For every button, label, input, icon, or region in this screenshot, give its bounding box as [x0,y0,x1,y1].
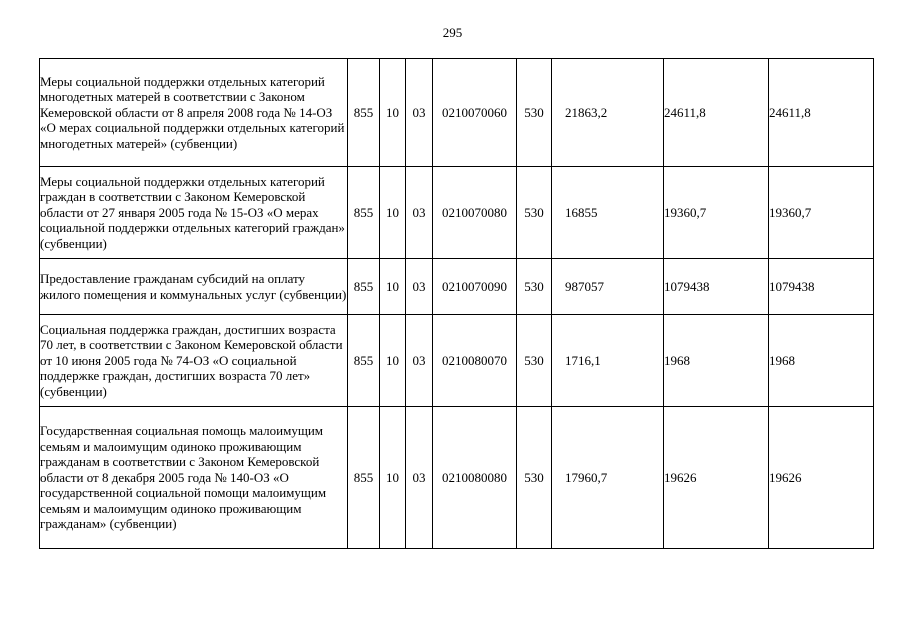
ministry-code: 855 [348,59,380,167]
table-row [40,259,874,315]
subsection-code: 03 [406,59,433,167]
ministry-code: 855 [348,259,380,315]
subsection-code: 03 [406,259,433,315]
amount-year-1: 21863,2 [552,59,664,167]
row-description: Меры социальной поддержки отдельных категорий граждан в соответствии с Законом Кемеровской области от 27 января 2005 года № 15-ОЗ «О мерах социальной поддержки отдельных категорий граждан» (субвенции) [40,167,348,259]
amount-year-3: 19626 [769,407,874,549]
row-description: Социальная поддержка граждан, достигших возраста 70 лет, в соответствии с Законом Кемеровской области от 10 июня 2005 года № 74-ОЗ «О социальной поддержке граждан, достигших возраста 70 лет» (субвенции) [40,315,348,407]
amount-year-3: 24611,8 [769,59,874,167]
ministry-code: 855 [348,167,380,259]
subsection-code: 03 [406,407,433,549]
budget-table [39,58,874,549]
amount-year-3: 1079438 [769,259,874,315]
amount-year-2: 1968 [664,315,769,407]
amount-year-2: 19626 [664,407,769,549]
section-code: 10 [380,167,406,259]
subsection-code: 03 [406,315,433,407]
amount-year-1: 16855 [552,167,664,259]
table-row [40,407,874,549]
ministry-code: 855 [348,407,380,549]
expense-type-code: 530 [517,59,552,167]
ministry-code: 855 [348,315,380,407]
table-row [40,59,874,167]
amount-year-2: 19360,7 [664,167,769,259]
amount-year-2: 1079438 [664,259,769,315]
table-row [40,315,874,407]
amount-year-1: 1716,1 [552,315,664,407]
section-code: 10 [380,315,406,407]
expense-type-code: 530 [517,167,552,259]
expense-type-code: 530 [517,259,552,315]
row-description: Предоставление гражданам субсидий на оплату жилого помещения и коммунальных услуг (субвенции) [40,259,348,315]
row-description: Меры социальной поддержки отдельных категорий многодетных матерей в соответствии с Законом Кемеровской области от 8 апреля 2008 года № 14-ОЗ «О мерах социальной поддержки отдельных категорий многодетных матерей» (субвенции) [40,59,348,167]
target-article-code: 0210070060 [433,59,517,167]
section-code: 10 [380,259,406,315]
table-row [40,167,874,259]
amount-year-3: 1968 [769,315,874,407]
subsection-code: 03 [406,167,433,259]
target-article-code: 0210080080 [433,407,517,549]
page-number: 295 [442,25,463,40]
section-code: 10 [380,59,406,167]
section-code: 10 [380,407,406,549]
target-article-code: 0210080070 [433,315,517,407]
amount-year-2: 24611,8 [664,59,769,167]
row-description: Государственная социальная помощь малоимущим семьям и малоимущим одиноко проживающим гражданам в соответствии с Законом Кемеровской области от 8 декабря 2005 года № 140-ОЗ «О государственной социальной помощи малоимущим семьям и малоимущим одиноко проживающим гражданам» (субвенции) [40,407,348,549]
amount-year-3: 19360,7 [769,167,874,259]
expense-type-code: 530 [517,407,552,549]
target-article-code: 0210070090 [433,259,517,315]
amount-year-1: 17960,7 [552,407,664,549]
expense-type-code: 530 [517,315,552,407]
target-article-code: 0210070080 [433,167,517,259]
amount-year-1: 987057 [552,259,664,315]
